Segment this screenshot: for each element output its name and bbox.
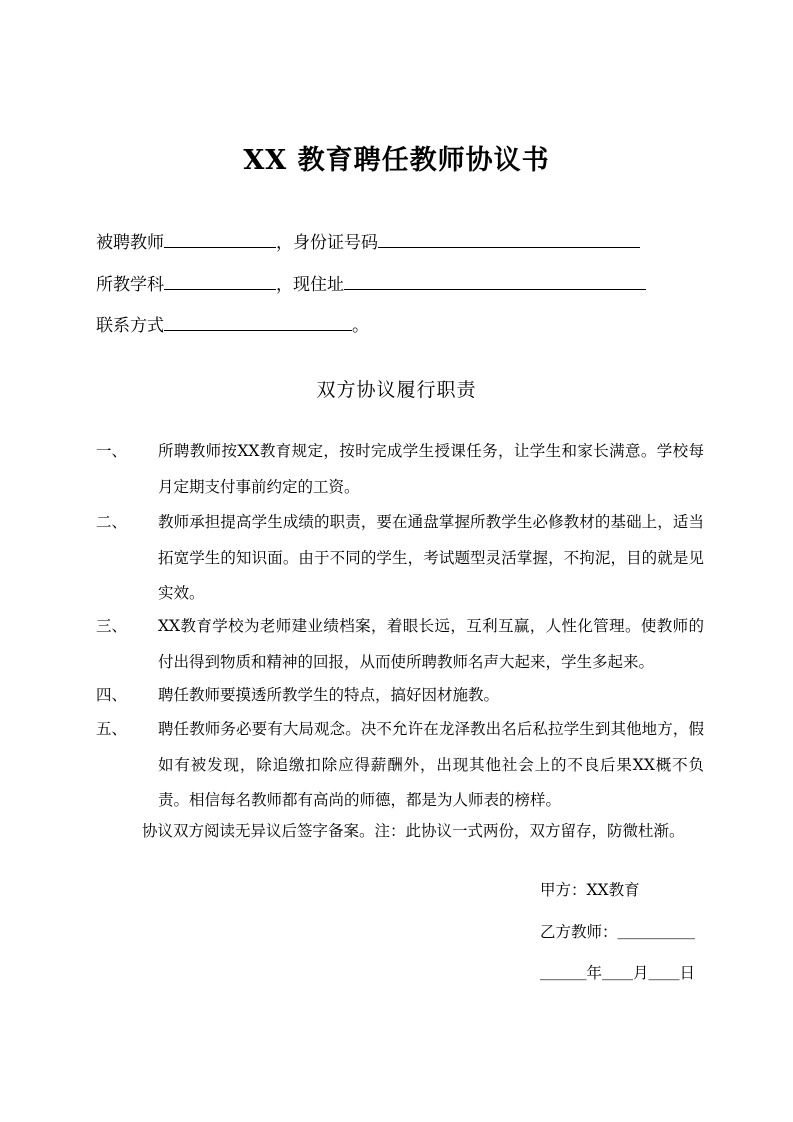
address-label: ，现住址 <box>276 275 344 295</box>
id-number-blank[interactable] <box>378 230 640 248</box>
teacher-label: 被聘教师 <box>96 233 164 253</box>
clause-3 <box>96 609 704 680</box>
subject-blank[interactable] <box>164 272 276 290</box>
party-b-signature[interactable]: 乙方教师：＿＿＿＿＿ <box>540 923 696 941</box>
subject-label: 所教学科 <box>96 275 164 295</box>
address-blank[interactable] <box>344 272 646 290</box>
section-title: 双方协议履行职责 <box>316 379 477 401</box>
clause-1 <box>96 434 704 505</box>
party-a-signature: 甲方：XX教育 <box>540 881 640 899</box>
document-title: XX 教育聘任教师协议书 <box>243 145 550 176</box>
clause-number: 一、 <box>96 442 128 460</box>
clause-number: 二、 <box>96 513 128 531</box>
subject-address-line <box>96 272 646 297</box>
clause-text: 聘任教师要摸透所教学生的特点，搞好因材施教。 <box>158 686 500 704</box>
contact-line <box>96 313 369 338</box>
clause-text: 所聘教师按XX教育规定，按时完成学生授课任务，让学生和家长满意。学校每月定期支付事前约定的工资。 <box>158 442 704 496</box>
teacher-id-line <box>96 230 640 255</box>
contact-end: 。 <box>352 316 369 336</box>
clause-5 <box>96 712 704 819</box>
clause-text: 教师承担提高学生成绩的职责，要在通盘掌握所教学生必修教材的基础上，适当拓宽学生的知识面。由于不同的学生，考试题型灵活掌握，不拘泥，目的就是见实效。 <box>158 513 704 602</box>
contact-label: 联系方式 <box>96 316 164 336</box>
signing-date[interactable]: ＿＿＿年＿＿月＿＿日 <box>540 964 696 982</box>
clause-text: 聘任教师务必要有大局观念。决不允许在龙泽教出名后私拉学生到其他地方，假如有被发现，除追缴扣除应得薪酬外，出现其他社会上的不良后果XX概不负责。相信每名教师都有高尚的师德，都是为人师表的榜样。 <box>158 720 704 809</box>
clause-number: 三、 <box>96 617 128 635</box>
clause-2 <box>96 505 704 612</box>
clause-number: 四、 <box>96 686 128 704</box>
teacher-name-blank[interactable] <box>164 230 276 248</box>
clause-number: 五、 <box>96 720 128 738</box>
clause-4 <box>96 678 704 714</box>
id-number-label: ，身份证号码 <box>276 233 378 253</box>
clause-text: XX教育学校为老师建业绩档案，着眼长远，互利互赢，人性化管理。使教师的付出得到物质和精神的回报，从而使所聘教师名声大起来，学生多起来。 <box>158 617 704 671</box>
contact-blank[interactable] <box>164 313 352 331</box>
closing-statement: 协议双方阅读无异议后签字备案。注：此协议一式两份，双方留存，防微杜渐。 <box>142 822 685 840</box>
